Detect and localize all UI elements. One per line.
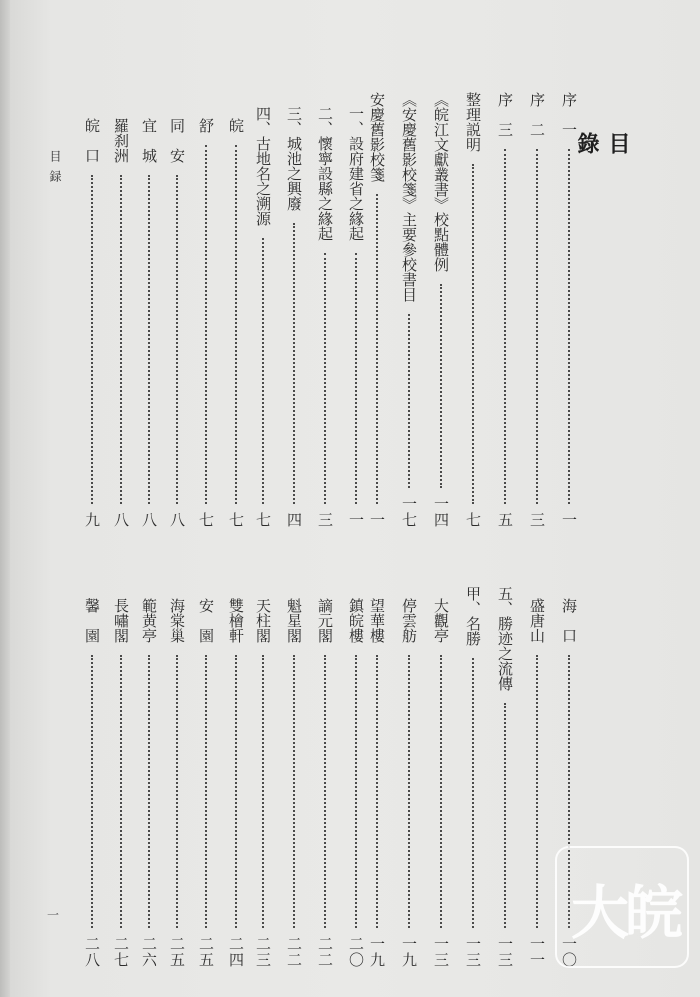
page-number: 一 <box>46 908 59 922</box>
toc-entry[interactable] <box>398 0 420 997</box>
leader-dots <box>293 655 295 928</box>
toc-page-number: 七 <box>464 512 482 528</box>
toc-entry-title: 鎮皖樓 <box>347 598 365 643</box>
toc-page-number: 七 <box>197 512 215 528</box>
toc-entry-title: 《安慶舊影校箋》主要參校書目 <box>400 92 418 302</box>
leader-dots <box>504 703 506 928</box>
toc-page-number: 一一 <box>528 936 546 968</box>
toc-page-number: 二五 <box>168 936 186 968</box>
toc-entry-title: 範黄亭 <box>140 598 158 643</box>
toc-page-number: 八 <box>168 512 186 528</box>
toc-page-number: 一三 <box>432 936 450 968</box>
leader-dots <box>408 655 410 928</box>
toc-entry[interactable] <box>366 0 388 997</box>
toc-entry-title: 五、勝迹之流傳 <box>496 586 514 691</box>
toc-entry-title: 雙檜軒 <box>227 598 245 643</box>
toc-entry-title: 甲、名勝 <box>464 586 482 646</box>
toc-entry[interactable] <box>430 0 452 997</box>
toc-entry-title: 皖 <box>227 118 245 133</box>
toc-entry-title: 海 口 <box>560 598 578 643</box>
watermark-logo <box>555 846 689 968</box>
toc-page-number: 一三 <box>496 936 514 968</box>
toc-entry-title: 海棠巢 <box>168 598 186 643</box>
leader-dots <box>176 655 178 928</box>
toc-entry-title: 皖 口 <box>83 118 101 163</box>
toc-entry-title: 停雲舫 <box>400 598 418 643</box>
toc-entry-title: 序 一 <box>560 92 578 137</box>
toc-page-number: 二二 <box>285 936 303 968</box>
toc-page-number: 二四 <box>227 936 245 968</box>
toc-page-number: 一九 <box>400 936 418 968</box>
toc-page-number: 八 <box>112 512 130 528</box>
leader-dots <box>235 655 237 928</box>
toc-entry[interactable] <box>195 0 217 997</box>
leader-dots <box>536 655 538 928</box>
toc-page-number: 二六 <box>140 936 158 968</box>
leader-dots <box>440 655 442 928</box>
toc-entry-title: 一、設府建省之緣起 <box>347 106 365 241</box>
toc-entry-title: 馨 園 <box>83 598 101 643</box>
toc-page-number: 一〇 <box>560 936 578 968</box>
leader-dots <box>324 655 326 928</box>
toc-entry-title: 大觀亭 <box>432 598 450 643</box>
toc-entry[interactable] <box>526 0 548 997</box>
toc-entry-title: 同 安 <box>168 118 186 163</box>
toc-entry[interactable] <box>81 0 103 997</box>
toc-page-number: 八 <box>140 512 158 528</box>
toc-entry-title: 二、懷寧設縣之緣起 <box>316 106 334 241</box>
toc-page-number: 三 <box>316 512 334 528</box>
toc-entry-title: 序 三 <box>496 92 514 137</box>
toc-entry-title: 魁星閣 <box>285 598 303 643</box>
toc-page-number: 九 <box>83 512 101 528</box>
toc-entry[interactable] <box>345 0 367 997</box>
toc-entry-title: 長嘯閣 <box>112 598 130 643</box>
leader-dots <box>262 655 264 928</box>
toc-entry-title: 望華樓 <box>368 598 386 643</box>
toc-entry[interactable] <box>252 0 274 997</box>
toc-page-number: 一四 <box>432 496 450 528</box>
toc-page-number: 一 <box>347 512 365 528</box>
leader-dots <box>205 655 207 928</box>
toc-page-number: 五 <box>496 512 514 528</box>
leader-dots <box>91 655 93 928</box>
toc-entry-title: 天柱閣 <box>254 598 272 643</box>
leader-dots <box>376 655 378 928</box>
toc-entry-title: 謫元閣 <box>316 598 334 643</box>
toc-page-number: 一 <box>560 512 578 528</box>
toc-entry[interactable] <box>138 0 160 997</box>
leader-dots <box>472 658 474 928</box>
toc-page-number: 二五 <box>197 936 215 968</box>
toc-entry-title: 盛唐山 <box>528 598 546 643</box>
toc-entry-title: 序 二 <box>528 92 546 137</box>
toc-page-number: 二三 <box>254 936 272 968</box>
toc-page-number: 三 <box>528 512 546 528</box>
toc-entry-title: 《皖江文獻叢書》校點體例 <box>432 92 450 272</box>
toc-entry-title: 四、古地名之溯源 <box>254 106 272 226</box>
toc-entry[interactable] <box>314 0 336 997</box>
toc-entry-title: 安 園 <box>197 598 215 643</box>
toc-entry[interactable] <box>110 0 132 997</box>
toc-entry[interactable] <box>166 0 188 997</box>
toc-page-number: 一三 <box>464 936 482 968</box>
toc-entry-title: 宜 城 <box>140 118 158 163</box>
toc-entry-title: 舒 <box>197 118 215 133</box>
toc-page-number: 四 <box>285 512 303 528</box>
toc-entry[interactable] <box>462 0 484 997</box>
toc-page-number: 七 <box>227 512 245 528</box>
toc-page-number: 七 <box>254 512 272 528</box>
leader-dots <box>120 655 122 928</box>
page-title: 目錄 <box>574 132 631 178</box>
toc-entry[interactable] <box>494 0 516 997</box>
toc-entry[interactable] <box>225 0 247 997</box>
watermark-text: 大皖 <box>571 879 680 947</box>
page-gutter-shadow <box>0 0 10 997</box>
toc-page-number: 二〇 <box>347 936 365 968</box>
toc-entry-title: 羅刹洲 <box>112 118 130 163</box>
toc-entry-title: 三、城池之興廢 <box>285 106 303 211</box>
toc-entry-title: 安慶舊影校箋 <box>368 92 386 182</box>
toc-page-number: 二八 <box>83 936 101 968</box>
toc-page-number: 一九 <box>368 936 386 968</box>
toc-page-number: 一七 <box>400 496 418 528</box>
leader-dots <box>355 655 357 928</box>
leader-dots <box>148 655 150 928</box>
toc-page-number: 二七 <box>112 936 130 968</box>
toc-page-number: 一 <box>368 512 386 528</box>
toc-page-number: 二二 <box>316 936 334 968</box>
running-head: 目録 <box>48 150 62 190</box>
toc-entry-title: 整理説明 <box>464 92 482 152</box>
toc-entry[interactable] <box>283 0 305 997</box>
